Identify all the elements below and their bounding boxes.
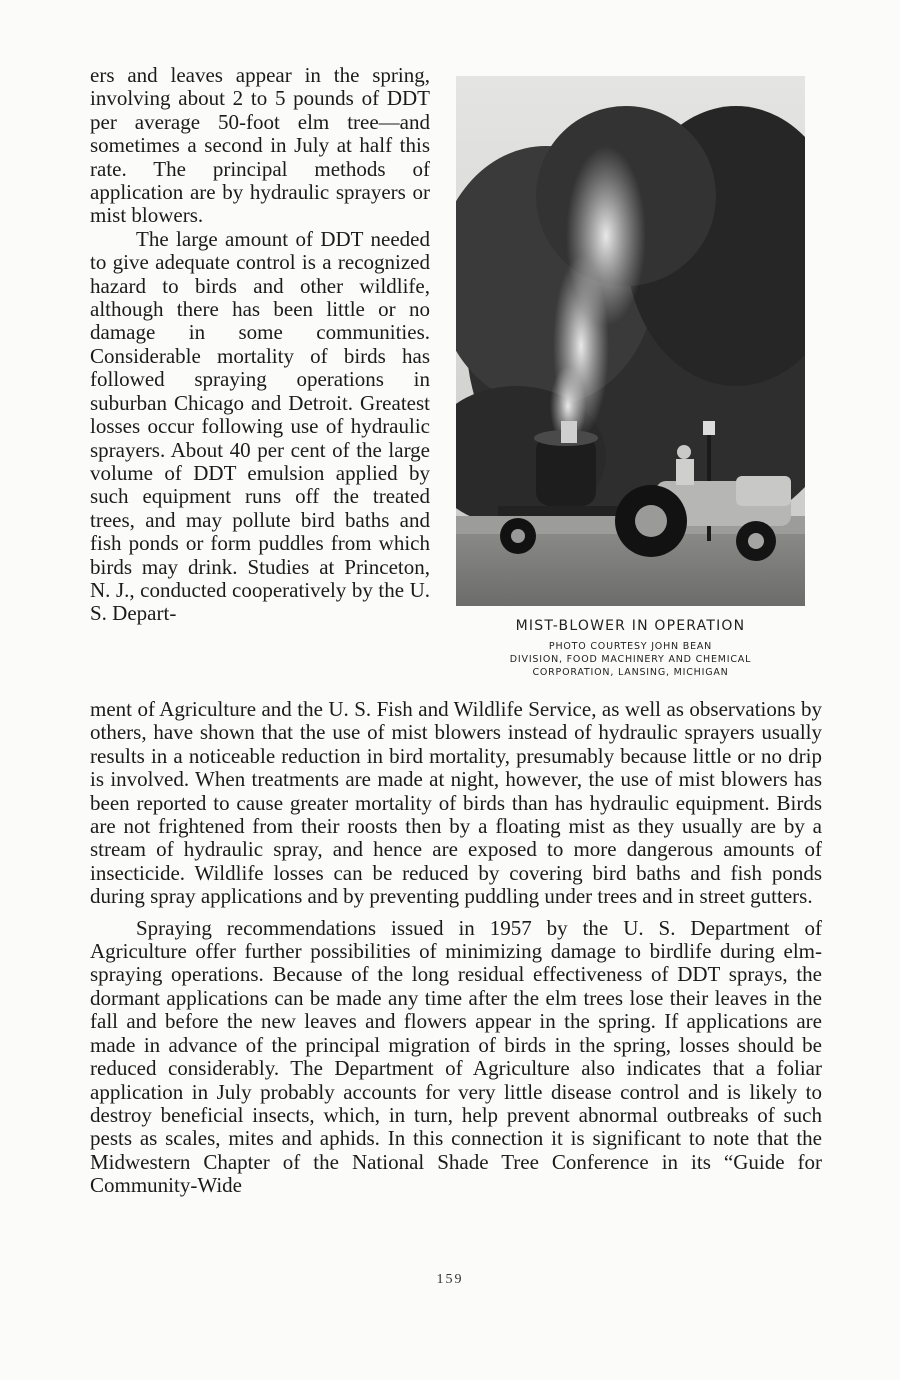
- mist-blower-photo: [456, 76, 805, 606]
- left-column-text: [90, 64, 430, 626]
- credit-line: CORPORATION, LANSING, MICHIGAN: [532, 667, 729, 678]
- paragraph: Spraying recommendations issued in 1957 by the U. S. Department of Agriculture offer further possibilities of minimizing damage to birdlife during elm-spraying operations. Because of the long residual effectiveness of DDT sprays, the dormant applications can be made any time after the elm trees lose their leaves in the fall and before the new leaves and flowers appear in the spring. If applications are made in advance of the principal migration of birds in the spring, losses should be reduced considerably. The Department of Agriculture also indicates that a foliar application in July probably accounts for very little disease control and is likely to destroy beneficial insects, which, in turn, help prevent abnormal outbreaks of such pests as scales, mites and aphids. In this connection it is significant to note that the Midwestern Chapter of the National Shade Tree Conference in its “Guide for Community-Wide: [90, 915, 822, 1198]
- figure-caption: [456, 618, 805, 679]
- page-number: 159: [436, 1272, 464, 1287]
- figure: [456, 76, 805, 679]
- paragraph: ers and leaves appear in the spring, involving about 2 to 5 pounds of DDT per average 50-foot elm tree—and sometimes a second in July at half this rate. The principal methods of application are by hydraulic sprayers or mist blowers.: [90, 63, 430, 228]
- caption-title: MIST-BLOWER IN OPERATION: [515, 618, 746, 634]
- paragraph: ment of Agriculture and the U. S. Fish and Wildlife Service, as well as observations by others, have shown that the use of mist blowers instead of hydraulic sprayers usually results in a noticeable reduction in bird mortality, presumably because little or no drip is involved. When treatments are made at night, however, the use of mist blowers has been reported to cause greater mortality of birds than has hydraulic equipment. Birds are not frightened from their roosts then by a floating mist as they usually are by a stream of hydraulic spray, and hence are exposed to more dangerous amounts of insecticide. Wildlife losses can be reduced by covering bird baths and fish ponds during spray applications and by preventing puddling under trees and in street gutters.: [90, 697, 822, 909]
- credit-line: DIVISION, FOOD MACHINERY AND CHEMICAL: [509, 654, 752, 665]
- photo-credit: [456, 640, 805, 679]
- full-width-text: [90, 698, 822, 1198]
- credit-line: PHOTO COURTESY JOHN BEAN: [548, 641, 713, 652]
- paragraph: The large amount of DDT needed to give adequate control is a recognized hazard to birds and other wildlife, although there has been little or no damage in some communities. Considerable mortality of birds has followed spraying operations in suburban Chicago and Detroit. Greatest losses occur following use of hydraulic sprayers. About 40 per cent of the large volume of DDT emulsion applied by such equipment runs off the treated trees, and may pollute bird baths and fish ponds or form puddles from which birds may drink. Studies at Princeton, N. J., conducted cooperatively by the U. S. Depart-: [90, 226, 430, 626]
